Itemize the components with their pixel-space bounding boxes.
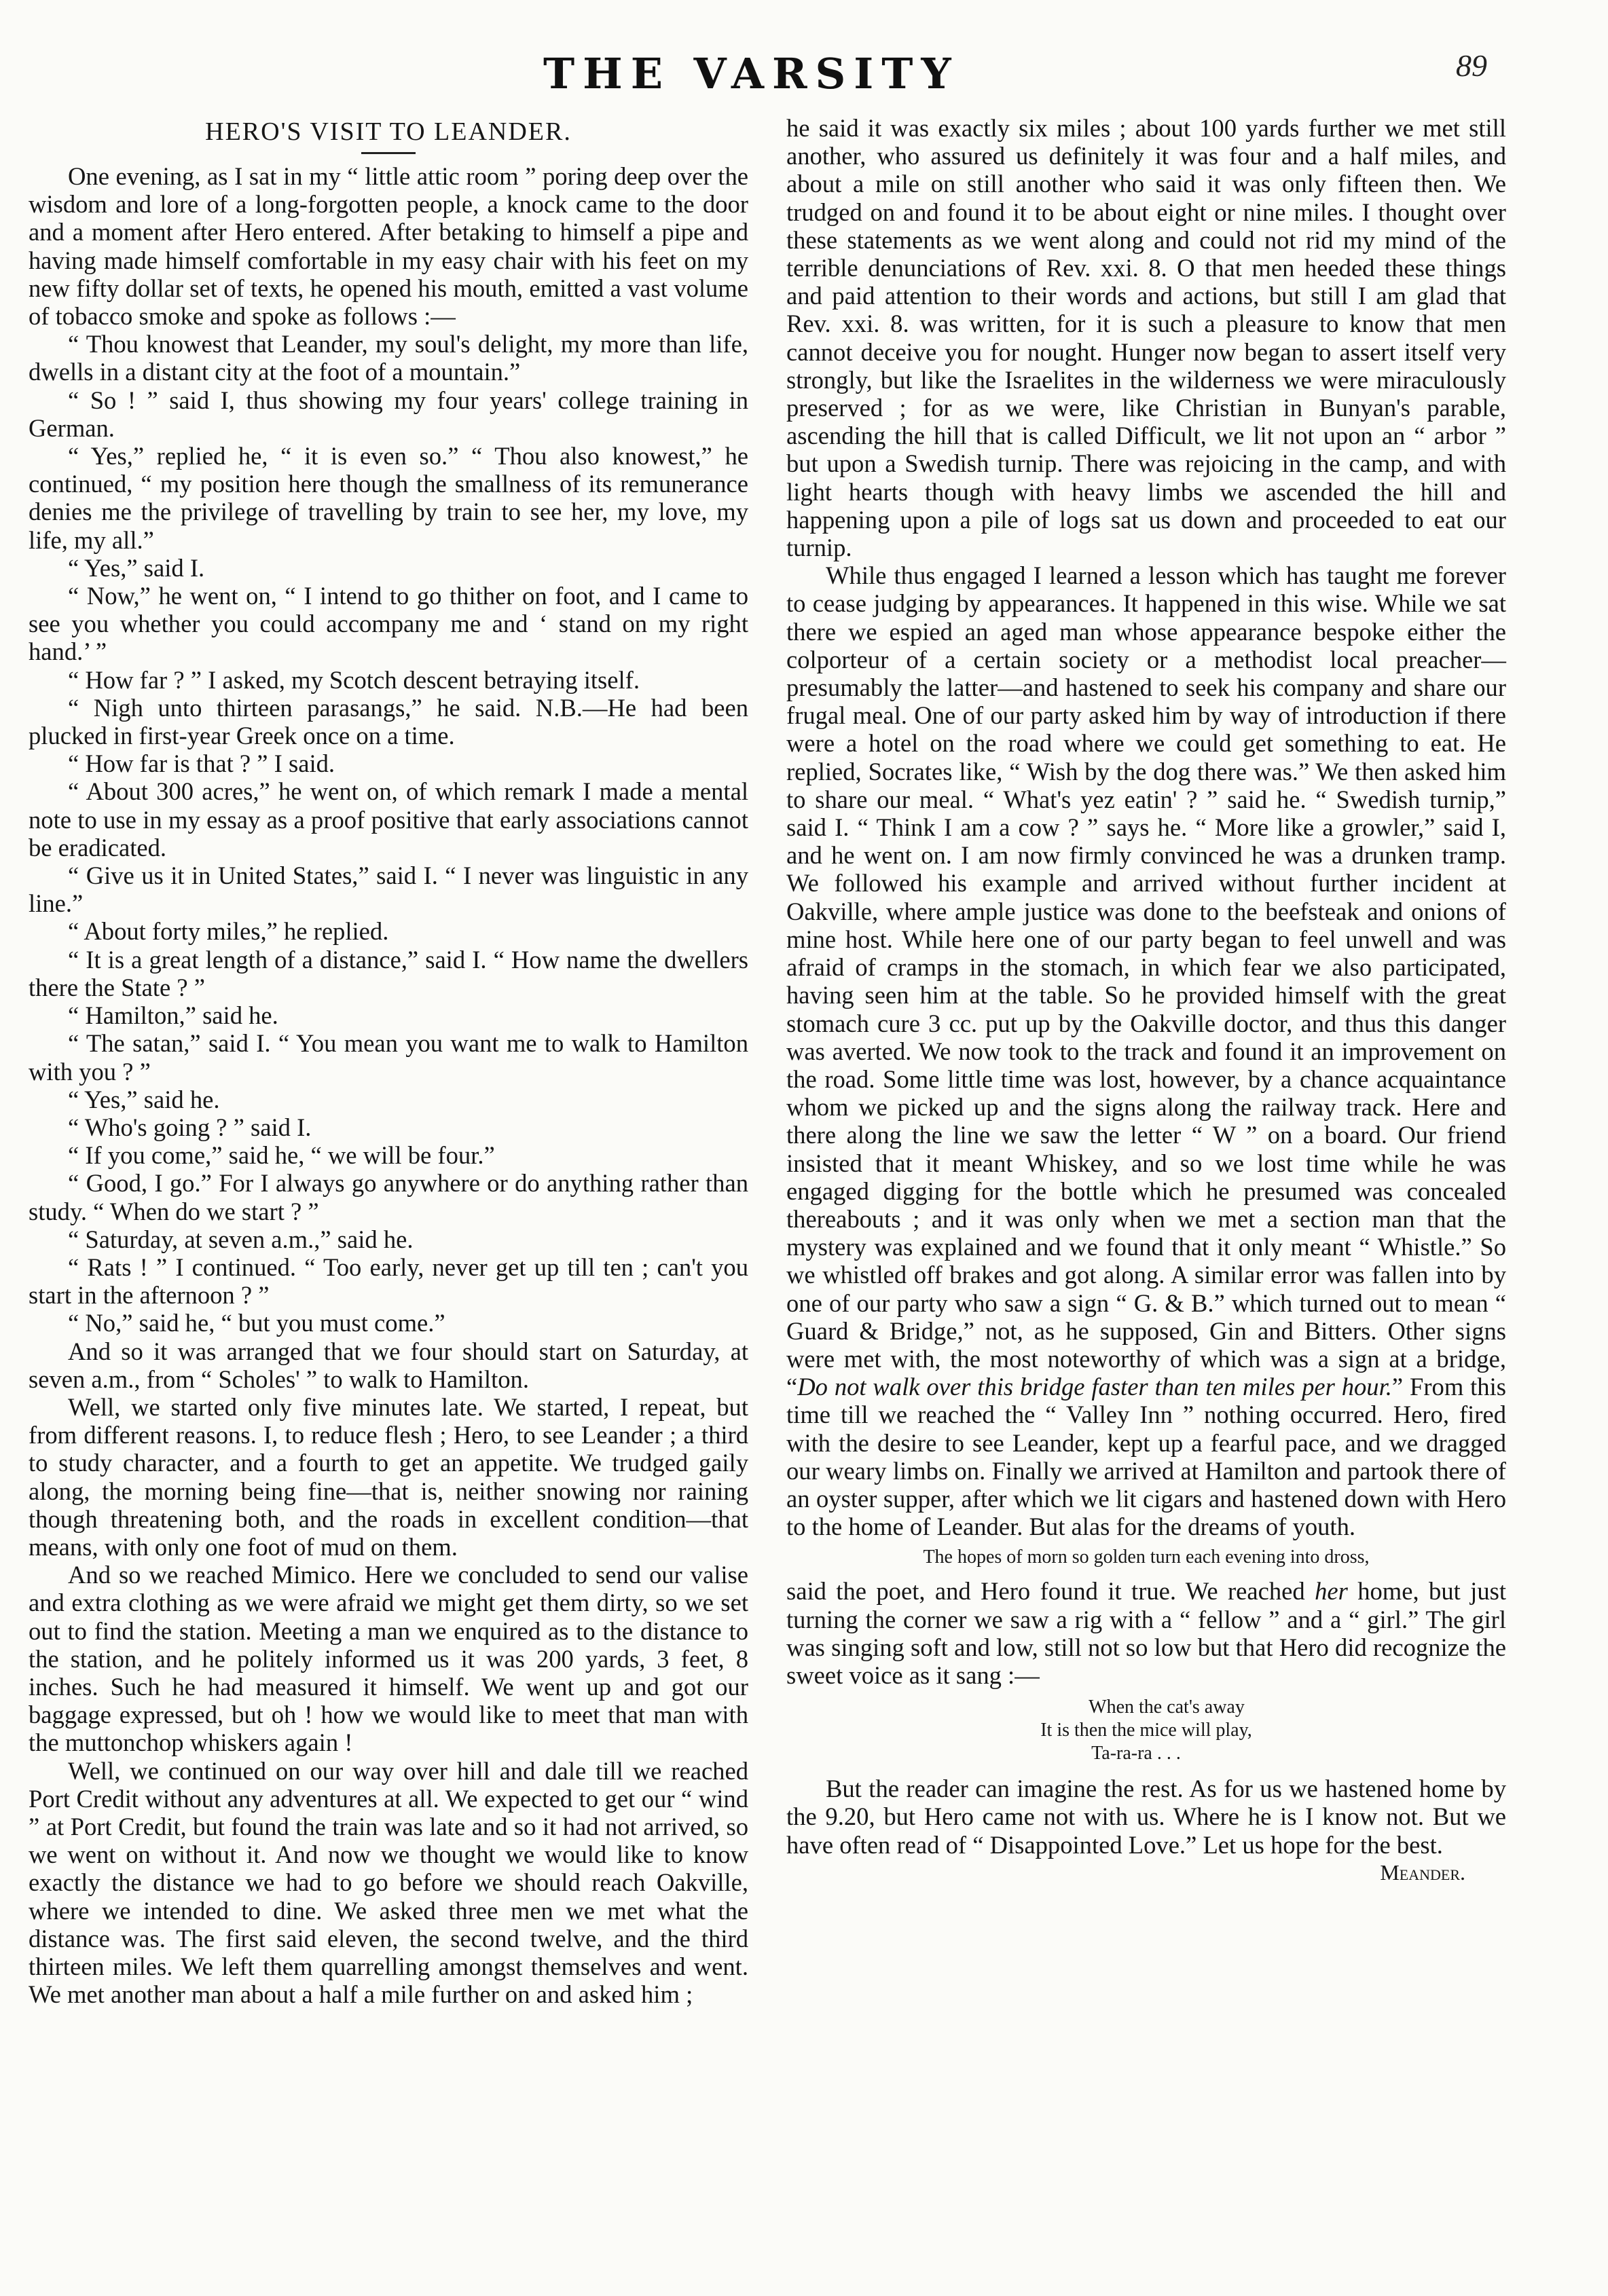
paragraph <box>786 1577 1506 1689</box>
paragraph: “ It is a great length of a distance,” said I. “ How name the dwellers there the State ? ” <box>29 945 748 1001</box>
paragraph: But the reader can imagine the rest. As for us we hastened home by the 9.20, but Hero came not with us. Where he is I know not. But we have often read of “ Disappointed Love.” Let us hope for the best. <box>786 1775 1506 1859</box>
paragraph: “ About forty miles,” he replied. <box>68 917 389 946</box>
paragraph: And so we reached Mimico. Here we concluded to send our valise and extra clothing as we were afraid we might get them dirty, so we set out to find the station. Meeting a man we enquired as to the distance to the station, and he politely informed us it was 200 yards, 3 feet, 8 inches. Such he had measured it himself. We went up and got our baggage expressed, but oh ! how we would like to meet that man with the muttonchop whiskers again ! <box>29 1561 748 1757</box>
verse-line: The hopes of morn so golden turn each evening into dross, <box>923 1547 1370 1568</box>
paragraph: “ Thou knowest that Leander, my soul's delight, my more than life, dwells in a distant city at the foot of a mountain.” <box>29 330 748 386</box>
paragraph: “ Who's going ? ” said I. <box>68 1113 312 1141</box>
paragraph: Well, we started only five minutes late. We started, I repeat, but from different reasons. I, to reduce flesh ; Hero, to see Leander ; a third to study character, and a fourth to get an appetite. We trudged gaily along, the morning being fine—that is, neither snowing nor raining though threatening both, and the roads in excellent condition—that means, with only one foot of mud on them. <box>29 1392 748 1561</box>
song-line: It is then the mice will play, <box>1040 1720 1252 1741</box>
masthead <box>0 35 1608 110</box>
song-line: When the cat's away <box>1089 1697 1245 1718</box>
heading-rule <box>361 152 416 154</box>
right-column <box>786 114 1506 1887</box>
paragraph: “ Saturday, at seven a.m.,” said he. <box>68 1225 414 1253</box>
paragraph: “ Yes,” said I. <box>68 553 205 582</box>
paragraph: And so it was arranged that we four should start on Saturday, at seven a.m., from “ Scholes' ” to walk to Hamilton. <box>29 1337 748 1393</box>
paragraph: Well, we continued on our way over hill and dale till we reached Port Credit without any adventures at all. We expected to get our “ wind ” at Port Credit, but found the train was late and so it had not arrived, so we went on without it. And now we thought we would like to know exactly the distance we had to go before we should reach Oakville, where we intended to dine. We asked three men we met what the distance was. The first said eleven, the second twelve, and the third thirteen miles. We left them quarrelling amongst themselves and went. We met another man about a half a mile further on and asked him ; <box>29 1756 748 2009</box>
paragraph-text: ” From this time till we reached the “ Valley Inn ” nothing occurred. Hero, fired with the desire to see Leander, kept up a fearful pace, and we dragged our weary limbs on. Finally we arrived at Hamilton and partook there of an oyster supper, after which we lit cigars and hastened down with Hero to the home of Leander. But alas for the dreams of youth. <box>786 1373 1506 1541</box>
paragraph: “ If you come,” said he, “ we will be four.” <box>68 1141 495 1170</box>
article-heading: HERO'S VISIT TO LEANDER. <box>205 117 572 146</box>
paragraph: “ Yes,” said he. <box>68 1085 220 1113</box>
paragraph: “ Rats ! ” I continued. “ Too early, never get up till ten ; can't you start in the afternoon ? ” <box>29 1253 748 1310</box>
paragraph: “ About 300 acres,” he went on, of which remark I made a mental note to use in my essay as a proof positive that early associations cannot be eradicated. <box>29 777 748 862</box>
left-column <box>29 115 748 2008</box>
paragraph: “ No,” said he, “ but you must come.” <box>68 1309 445 1337</box>
paragraph: “ Hamilton,” said he. <box>68 1001 278 1030</box>
paragraph: “ Now,” he went on, “ I intend to go thither on foot, and I came to see you whether you could accompany me and ‘ stand on my right hand.’ ” <box>29 582 748 666</box>
paragraph: “ Nigh unto thirteen parasangs,” he said. N.B.—He had been plucked in first-year Greek once on a time. <box>29 693 748 750</box>
song-line: Ta-ra-ra . . . <box>1091 1743 1181 1764</box>
paragraph: “ So ! ” said I, thus showing my four years' college training in German. <box>29 386 748 442</box>
paragraph: he said it was exactly six miles ; about 100 yards further we met still another, who assured us definitely it was four and a half miles, and about a mile on still another who said it was only fifteen then. We trudged on and found it to be about eight or nine miles. I thought over these statements as we went along and could not rid my mind of the terrible denunciations of Rev. xxi. 8. O that men heeded these things and paid attention to their words and actions, but still I am glad that Rev. xxi. 8. was written, for it is such a pleasure to know that men cannot deceive you for nought. Hunger now began to assert itself very strongly, but like the Israelites in the wilderness we were miraculously preserved ; for as we were, like Christian in Bunyan's parable, ascending the hill that is called Difficult, we lit not upon an “ arbor ” but upon a Swedish turnip. There was rejoicing in the camp, and with light hearts though with heavy limbs we ascended the hill and happening upon a pile of logs sat us down and proceeded to eat our turnip. <box>786 114 1506 562</box>
paragraph-text: While thus engaged I learned a lesson which has taught me forever to cease judging by appearances. It happened in this wise. While we sat there we espied an aged man whose appearance bespoke either the colporteur of a certain society or a methodist local preacher—presumably the latter—and hastened to seek his company and share our frugal meal. One of our party asked him by way of introduction if there were a hotel on the road where we could get something to eat. He replied, Socrates like, “ Wish by the dog there was.” We then asked him to share our meal. “ What's yez eatin' ? ” said he. “ Swedish turnip,” said I. “ Think I am a cow ? ” says he. “ More like a growler,” said I, and he went on. I am now firmly convinced he was a drunken tramp. We followed his example and arrived without further incident at Oakville, where ample justice was done to the beefsteak and onions of mine host. While here one of our party began to feel unwell and was afraid of cramps in the stomach, in which fear we also participated, having seen him at the table. So he provided himself with the great stomach cure 3 cc. put up by the Oakville doctor, and thus this danger was averted. We now took to the track and found it an improvement on the road. Some little time was lost, however, by a chance acquaintance whom we picked up and the signs along the railway track. Here and there along the line we saw the letter “ W ” on a board. Our friend insisted that it meant Whiskey, and so we lost time while he was engaged digging for the bottle which he presumed was concealed thereabouts ; and it was only when we met a section man that the mystery was explained and we found that it only meant “ Whistle.” So we whistled off brakes and got along. A similar error was fallen into by one of our party who saw a sign “ G. & B.” which turned out to mean “ Guard & Bridge,” not, as he supposed, Gin and Bitters. Other signs were met with, the most noteworthy of which was a sign at a bridge, “ <box>786 561 1506 1401</box>
sign-quote: Do not walk over this bridge faster than ten miles per hour. <box>797 1373 1392 1401</box>
publication-title: THE VARSITY <box>543 49 960 98</box>
emphasis: her <box>1315 1577 1348 1606</box>
paragraph: “ Yes,” replied he, “ it is even so.” “ Thou also knowest,” he continued, “ my position here though the smallness of its remunerance denies me the privilege of travelling by train to see her, my love, my life, my all.” <box>29 442 748 554</box>
paragraph-text: said the poet, and Hero found it true. We reached <box>786 1577 1315 1606</box>
paragraph-text: home, but just turning the corner we saw a rig with a “ fellow ” and a “ girl.” The girl was singing soft and low, still not so low but that Hero did recognize the sweet voice as it sang :— <box>786 1577 1507 1689</box>
paragraph: “ The satan,” said I. “ You mean you want me to walk to Hamilton with you ? ” <box>29 1029 748 1086</box>
paragraph <box>786 561 1506 1540</box>
paragraph: One evening, as I sat in my “ little attic room ” poring deep over the wisdom and lore of a long-forgotten people, a knock came to the door and a moment after Hero entered. After betaking to himself a pipe and having made himself comfortable in my easy chair with his feet on my new fifty dollar set of texts, he opened his mouth, emitted a vast volume of tobacco smoke and spoke as follows :— <box>29 162 748 331</box>
paragraph: “ Good, I go.” For I always go anywhere or do anything rather than study. “ When do we start ? ” <box>29 1169 748 1225</box>
paragraph: “ How far is that ? ” I said. <box>68 749 335 778</box>
page-number: 89 <box>1456 48 1487 83</box>
author-signature: Meander. <box>1380 1859 1465 1885</box>
paragraph: “ Give us it in United States,” said I. “ I never was linguistic in any line.” <box>29 862 748 918</box>
paragraph: “ How far ? ” I asked, my Scotch descent betraying itself. <box>68 665 640 694</box>
